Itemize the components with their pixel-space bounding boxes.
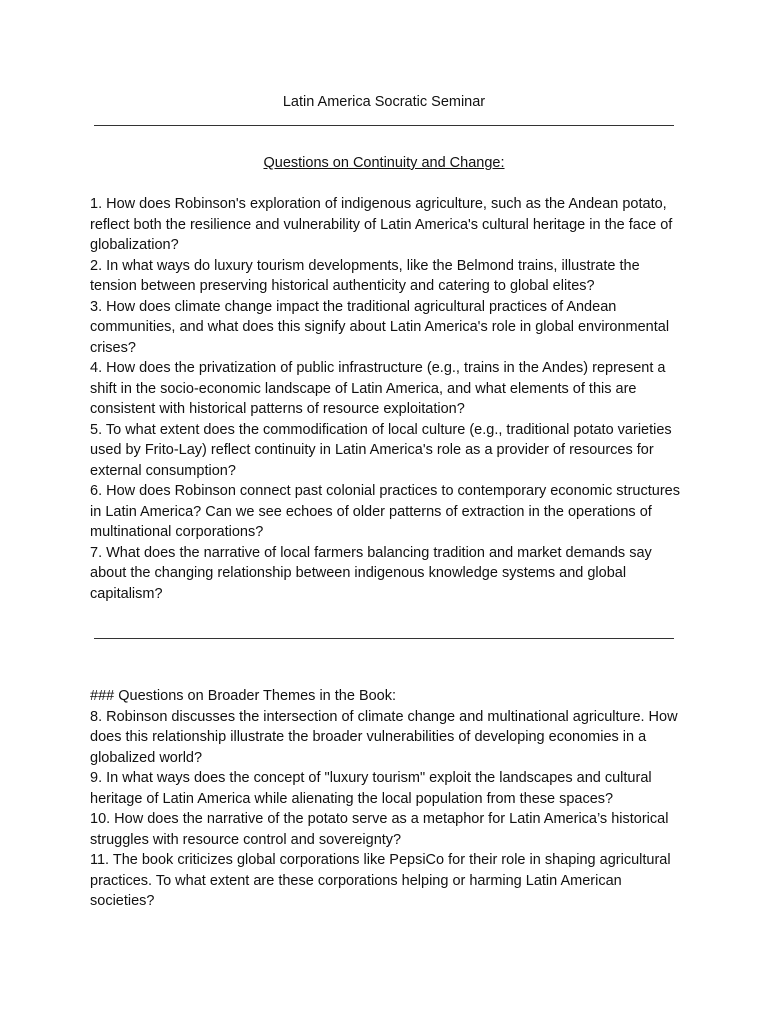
- question-item: 11. The book criticizes global corporations like PepsiCo for their role in shaping agricultural practices. To what extent are these corporations helping or harming Latin American societies?: [90, 852, 671, 909]
- question-item: 1. How does Robinson's exploration of indigenous agriculture, such as the Andean potato, reflect both the resilience and vulnerability of Latin America's cultural heritage in the face of globalization?: [90, 196, 673, 253]
- horizontal-rule-middle: [94, 638, 674, 639]
- question-item: 8. Robinson discusses the intersection of climate change and multinational agriculture. How does this relationship illustrate the broader vulnerabilities of developing economies in a globalized world?: [90, 708, 678, 766]
- question-item: 5. To what extent does the commodification of local culture (e.g., traditional potato varieties used by Frito-Lay) reflect continuity in Latin America's role as a provider of resources for external consumption?: [90, 421, 672, 479]
- question-item: 7. What does the narrative of local farmers balancing tradition and market demands say about the changing relationship between indigenous knowledge systems and global capitalism?: [90, 544, 652, 602]
- document-title: Latin America Socratic Seminar: [282, 94, 486, 110]
- question-list-broader-themes: [90, 686, 684, 912]
- section-heading-broader-themes: ### Questions on Broader Themes in the Book:: [90, 688, 397, 704]
- question-item: 6. How does Robinson connect past colonial practices to contemporary economic structures in Latin America? Can we see echoes of older patterns of extraction in the operations of multinational corporations?: [90, 483, 680, 540]
- question-item: 10. How does the narrative of the potato serve as a metaphor for Latin America’s historical struggles with resource control and sovereignty?: [90, 811, 669, 848]
- question-item: 2. In what ways do luxury tourism developments, like the Belmond trains, illustrate the tension between preserving historical authenticity and catering to global elites?: [90, 257, 640, 294]
- question-item: 3. How does climate change impact the traditional agricultural practices of Andean communities, and what does this signify about Latin America's role in global environmental crises?: [90, 298, 670, 356]
- question-item: 4. How does the privatization of public infrastructure (e.g., trains in the Andes) represent a shift in the socio-economic landscape of Latin America, and what elements of this are consistent with historical patterns of resource exploitation?: [90, 360, 666, 417]
- question-list-continuity-change: [90, 194, 684, 604]
- section-heading-continuity-change: Questions on Continuity and Change:: [263, 155, 505, 171]
- question-item: 9. In what ways does the concept of "luxury tourism" exploit the landscapes and cultural heritage of Latin America while alienating the local population from these spaces?: [90, 770, 652, 807]
- horizontal-rule-top: [94, 125, 674, 126]
